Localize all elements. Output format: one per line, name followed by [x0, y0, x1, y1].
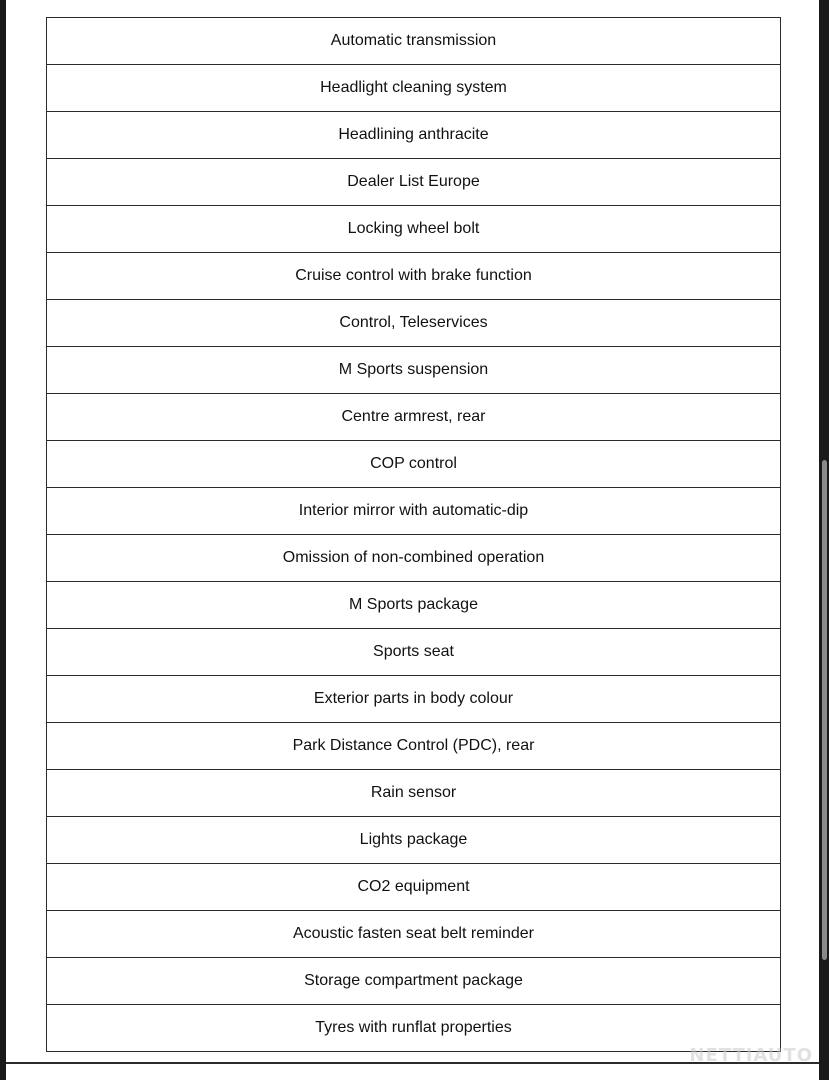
- table-row: [47, 723, 781, 770]
- scrollbar-track[interactable]: [819, 0, 829, 1080]
- feature-cell: Headlining anthracite: [47, 112, 781, 159]
- features-table-body: [47, 18, 781, 1052]
- feature-cell: Exterior parts in body colour: [47, 676, 781, 723]
- feature-cell: Tyres with runflat properties: [47, 1005, 781, 1052]
- table-row: [47, 159, 781, 206]
- feature-cell: Interior mirror with automatic-dip: [47, 488, 781, 535]
- feature-cell: Control, Teleservices: [47, 300, 781, 347]
- feature-cell: Storage compartment package: [47, 958, 781, 1005]
- feature-cell: Acoustic fasten seat belt reminder: [47, 911, 781, 958]
- table-row: [47, 488, 781, 535]
- table-row: [47, 347, 781, 394]
- feature-cell: Sports seat: [47, 629, 781, 676]
- features-table: [46, 17, 781, 1052]
- table-row: [47, 629, 781, 676]
- feature-cell: Dealer List Europe: [47, 159, 781, 206]
- feature-cell: Automatic transmission: [47, 18, 781, 65]
- table-row: [47, 817, 781, 864]
- feature-cell: M Sports package: [47, 582, 781, 629]
- table-row: [47, 958, 781, 1005]
- table-row: [47, 65, 781, 112]
- table-row: [47, 112, 781, 159]
- table-row: [47, 18, 781, 65]
- feature-cell: Headlight cleaning system: [47, 65, 781, 112]
- watermark-logo: NETTIAUTO: [689, 1045, 813, 1066]
- feature-cell: M Sports suspension: [47, 347, 781, 394]
- table-row: [47, 582, 781, 629]
- table-row: [47, 1005, 781, 1052]
- table-row: [47, 300, 781, 347]
- table-row: [47, 676, 781, 723]
- table-row: [47, 864, 781, 911]
- feature-cell: Park Distance Control (PDC), rear: [47, 723, 781, 770]
- feature-cell: Omission of non-combined operation: [47, 535, 781, 582]
- feature-cell: Cruise control with brake function: [47, 253, 781, 300]
- table-row: [47, 394, 781, 441]
- feature-cell: CO2 equipment: [47, 864, 781, 911]
- feature-cell: Centre armrest, rear: [47, 394, 781, 441]
- table-row: [47, 206, 781, 253]
- table-row: [47, 253, 781, 300]
- scrollbar-thumb[interactable]: [822, 460, 827, 960]
- left-frame-edge: [0, 0, 6, 1080]
- feature-cell: Lights package: [47, 817, 781, 864]
- feature-cell: COP control: [47, 441, 781, 488]
- table-row: [47, 911, 781, 958]
- table-row: [47, 441, 781, 488]
- table-row: [47, 770, 781, 817]
- table-row: [47, 535, 781, 582]
- feature-cell: Rain sensor: [47, 770, 781, 817]
- feature-cell: Locking wheel bolt: [47, 206, 781, 253]
